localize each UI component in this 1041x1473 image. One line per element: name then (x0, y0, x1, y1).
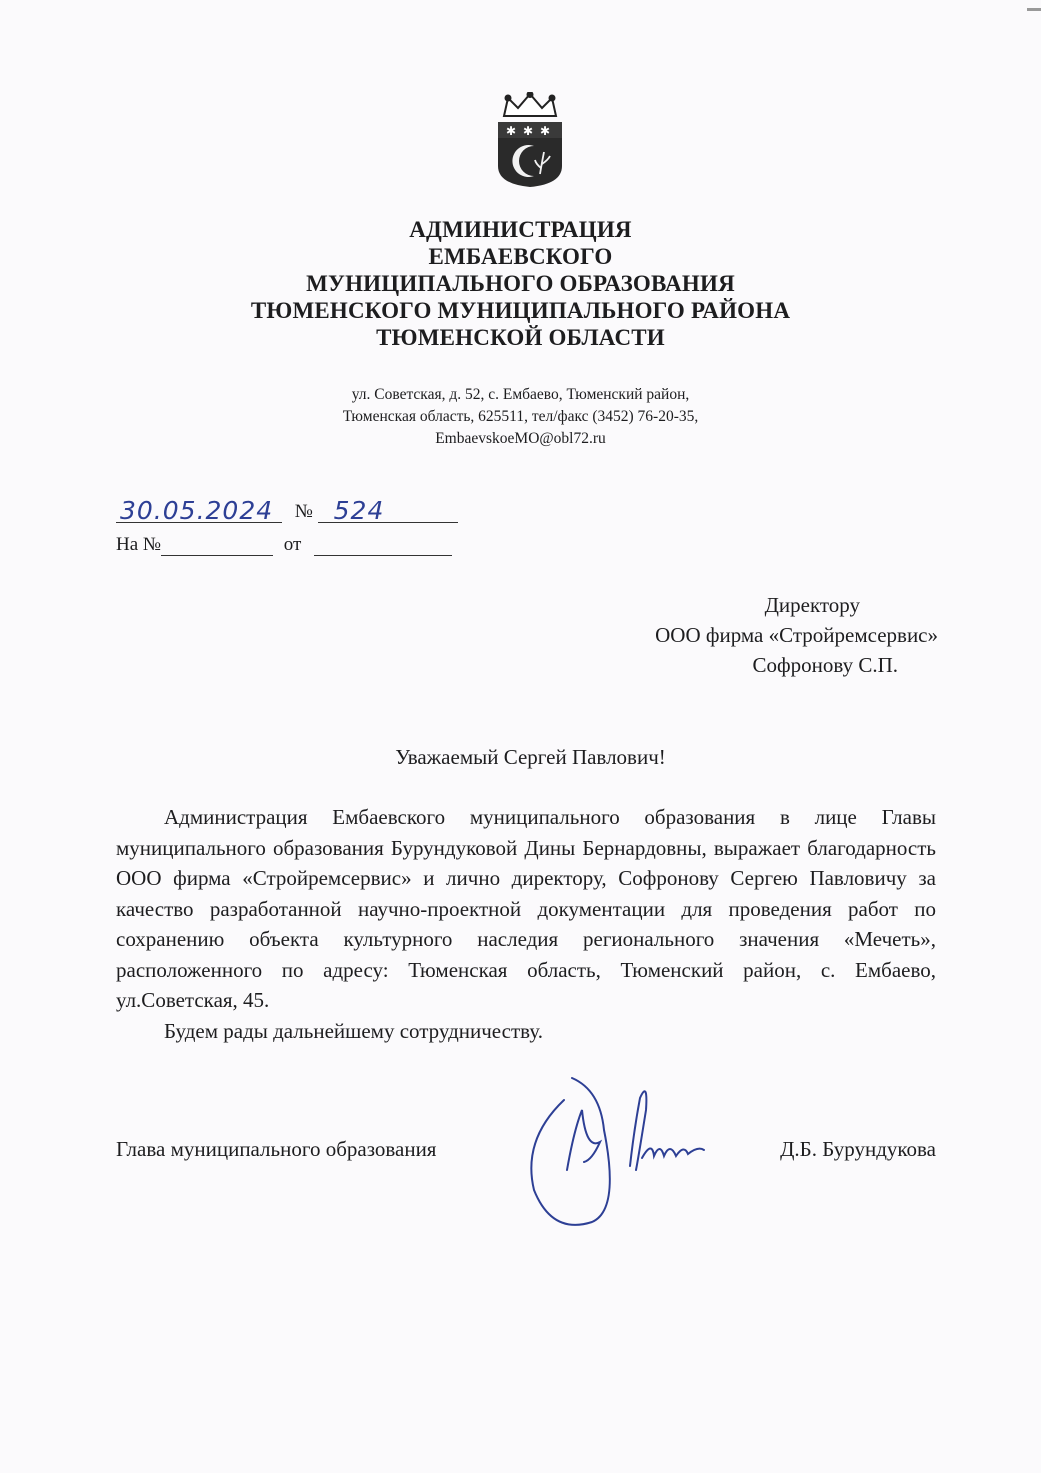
date-line (116, 496, 282, 525)
body-paragraph: Администрация Ембаевского муниципального образования в лице Главы муниципального образования Бурундуковой Дины Бернардовны, выражает благодарность ООО фирма «Стройремсервис» и лично директору, Софронову Сергею Павловичу за качество разработанной научно-проектной документации для проведения работ по сохранению объекта культурного наследия регионального значения «Мечеть», расположенного по адресу: Тюменская область, Тюменский район, с. Ембаево, ул.Советская, 45. (116, 805, 936, 1012)
from-label: от (283, 534, 302, 555)
number-label: № (294, 501, 313, 522)
handwritten-date: 30.05.2024 (120, 496, 274, 525)
svg-text:✱: ✱ (523, 124, 534, 138)
organization-address (0, 384, 1041, 450)
coat-of-arms-icon (490, 92, 570, 188)
address-line: Тюменская область, 625511, тел/факс (3452) 76-20-35, (342, 408, 699, 425)
handwritten-number: 524 (333, 496, 385, 525)
handwritten-signature (512, 1070, 732, 1235)
ref-date-line (314, 533, 452, 556)
body-paragraph: Будем рады дальнейшему сотрудничеству. (164, 1018, 543, 1043)
org-line: АДМИНИСТРАЦИЯ (409, 217, 632, 242)
greeting: Уважаемый Сергей Павлович! (395, 745, 666, 769)
addressee-block (655, 590, 938, 680)
org-line: ЕМБАЕВСКОГО (428, 244, 613, 269)
ref-label: На № (116, 534, 162, 555)
scan-edge-mark (1027, 8, 1041, 11)
letter-body (116, 802, 936, 1046)
org-line: МУНИЦИПАЛЬНОГО ОБРАЗОВАНИЯ (306, 271, 735, 296)
number-line (318, 496, 458, 525)
svg-text:✱: ✱ (540, 124, 551, 138)
address-line: ул. Советская, д. 52, с. Ембаево, Тюменский район, (351, 386, 690, 403)
addressee-position: Директору (764, 593, 860, 617)
address-email: EmbaevskoeMO@obl72.ru (435, 430, 606, 447)
addressee-name: Софронову С.П. (752, 653, 898, 677)
organization-title (0, 216, 1041, 351)
outgoing-number-row (116, 496, 458, 533)
incoming-ref-row (116, 533, 458, 566)
signatory-title: Глава муниципального образования (116, 1137, 437, 1161)
addressee-company: ООО фирма «Стройремсервис» (655, 623, 938, 647)
registration-block (116, 496, 458, 566)
svg-text:✱: ✱ (506, 124, 517, 138)
org-line: ТЮМЕНСКОЙ ОБЛАСТИ (376, 325, 665, 350)
signatory-name: Д.Б. Бурундукова (780, 1137, 936, 1161)
org-line: ТЮМЕНСКОГО МУНИЦИПАЛЬНОГО РАЙОНА (250, 298, 791, 323)
ref-number-line (161, 533, 273, 556)
